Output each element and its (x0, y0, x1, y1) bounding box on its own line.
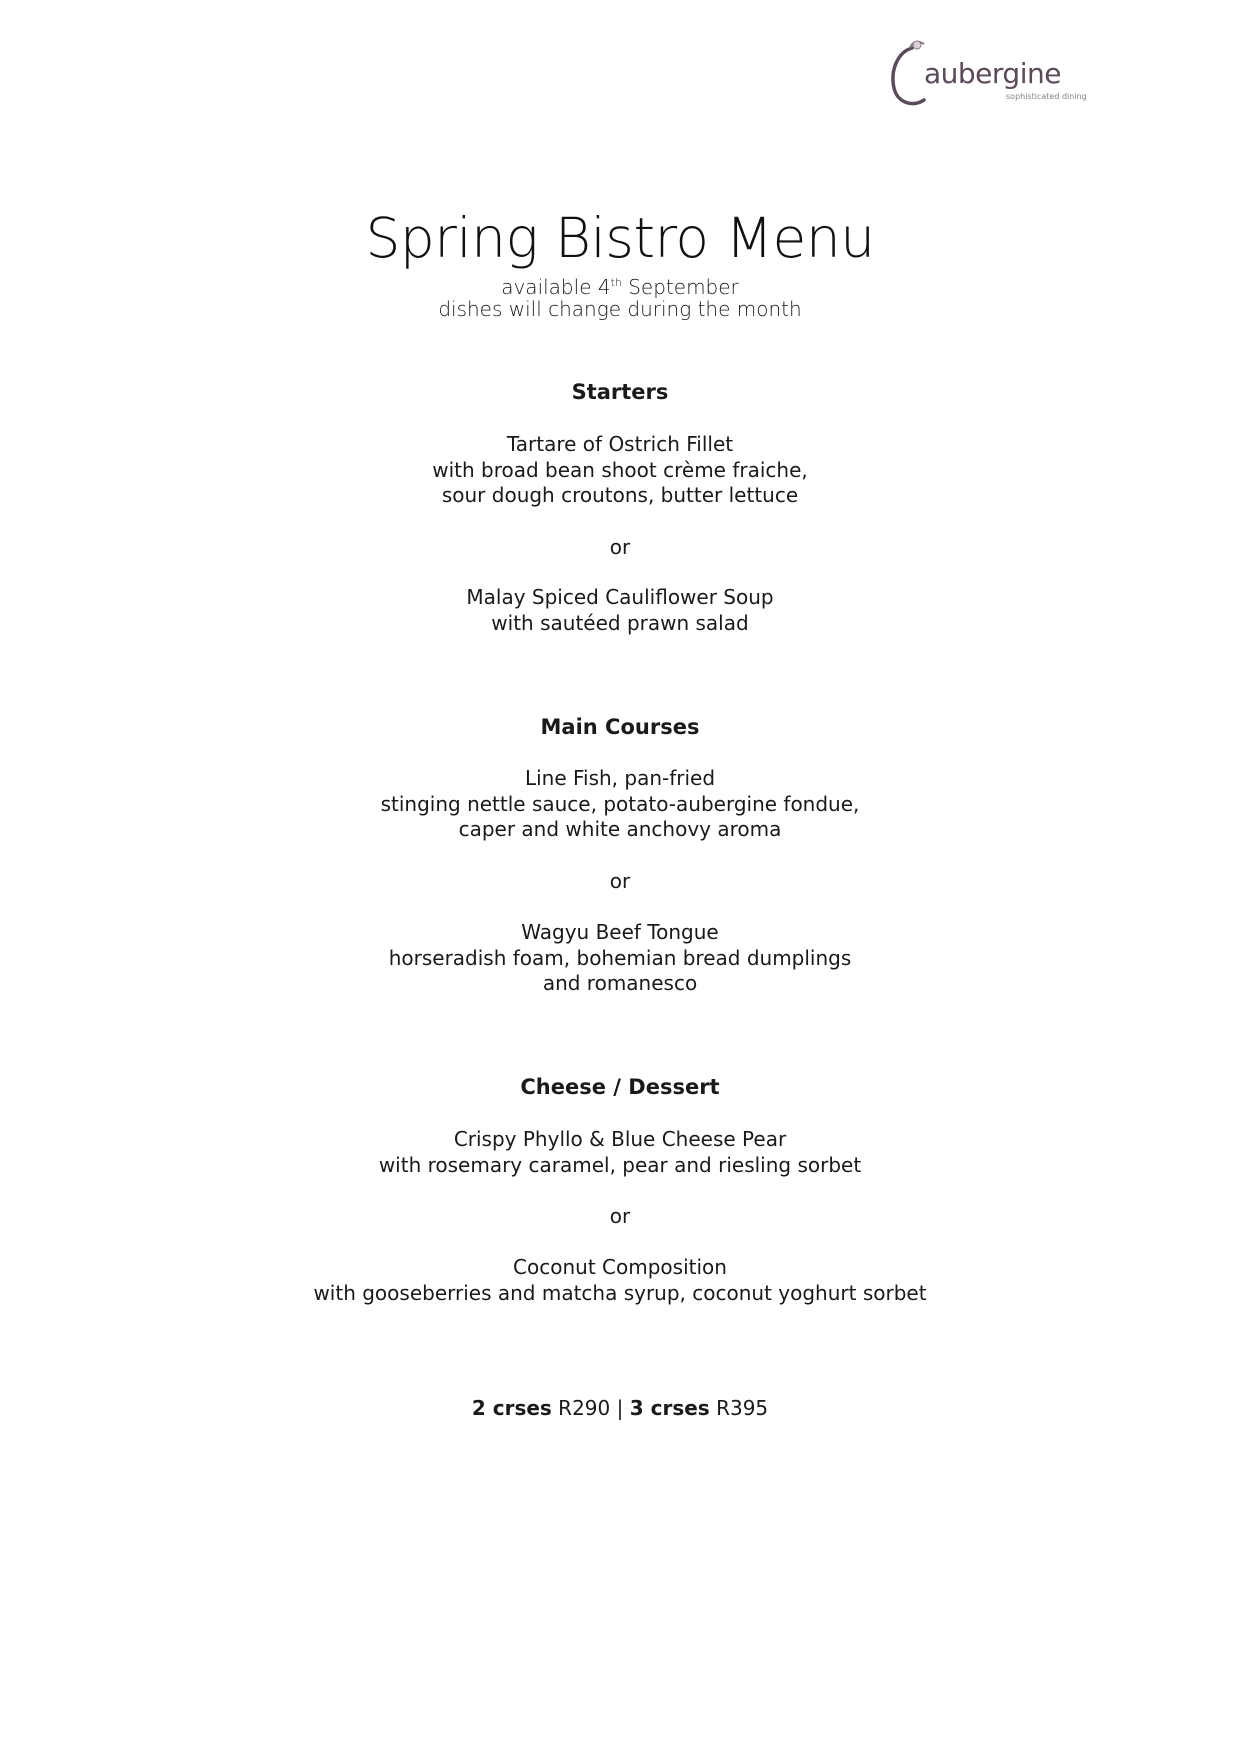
two-course-price: R290 (551, 1396, 617, 1420)
dish-desc: with gooseberries and matcha syrup, coconut yoghurt sorbet (313, 1280, 927, 1305)
dish-name: Wagyu Beef Tongue (521, 920, 719, 944)
dessert-dish-2 (0, 1255, 1240, 1306)
starters-heading: Starters (571, 380, 669, 404)
dish-desc: and romanesco (542, 971, 698, 995)
mains-or: or (609, 869, 631, 893)
three-course-label: 3 crses (629, 1396, 710, 1420)
dish-name: Malay Spiced Cauliflower Soup (466, 585, 774, 609)
dish-name: Crispy Phyllo & Blue Cheese Pear (453, 1127, 787, 1151)
dish-desc: with broad bean shoot crème fraiche, (432, 457, 808, 482)
dish-desc: sour dough croutons, butter lettuce (441, 483, 799, 507)
availability-prefix: available 4 (501, 275, 611, 299)
dish-desc: horseradish foam, bohemian bread dumplings (388, 945, 852, 970)
two-course-label: 2 crses (471, 1396, 552, 1420)
dish-desc: stinging nettle sauce, potato-aubergine fondue, (380, 791, 860, 816)
starter-dish-1 (0, 432, 1240, 509)
main-dish-1 (0, 766, 1240, 843)
dish-desc: with rosemary caramel, pear and riesling sorbet (378, 1152, 862, 1177)
course-pricing (0, 1395, 1240, 1421)
main-dish-2 (0, 920, 1240, 997)
logo-tagline: sophisticated dining (1006, 92, 1087, 101)
aubergine-logo (884, 36, 1104, 112)
dish-name: Tartare of Ostrich Fillet (506, 432, 734, 456)
starter-dish-2 (0, 585, 1240, 636)
dish-name: Line Fish, pan-fried (524, 766, 716, 790)
logo-wordmark: aubergine (924, 57, 1061, 90)
starters-or: or (609, 535, 631, 559)
dessert-or: or (609, 1204, 631, 1228)
availability-sup: th (610, 276, 622, 289)
dish-name: Coconut Composition (513, 1255, 727, 1279)
dessert-dish-1 (0, 1127, 1240, 1178)
menu-title: Spring Bistro Menu (365, 206, 875, 270)
dish-desc: with sautéed prawn salad (491, 610, 749, 635)
mains-heading: Main Courses (540, 715, 700, 739)
three-course-price: R395 (709, 1396, 769, 1420)
availability-suffix: September (621, 275, 739, 299)
dish-desc: caper and white anchovy aroma (458, 817, 782, 841)
price-separator: | (616, 1396, 624, 1420)
dessert-heading: Cheese / Dessert (520, 1075, 720, 1099)
change-note: dishes will change during the month (438, 297, 802, 321)
